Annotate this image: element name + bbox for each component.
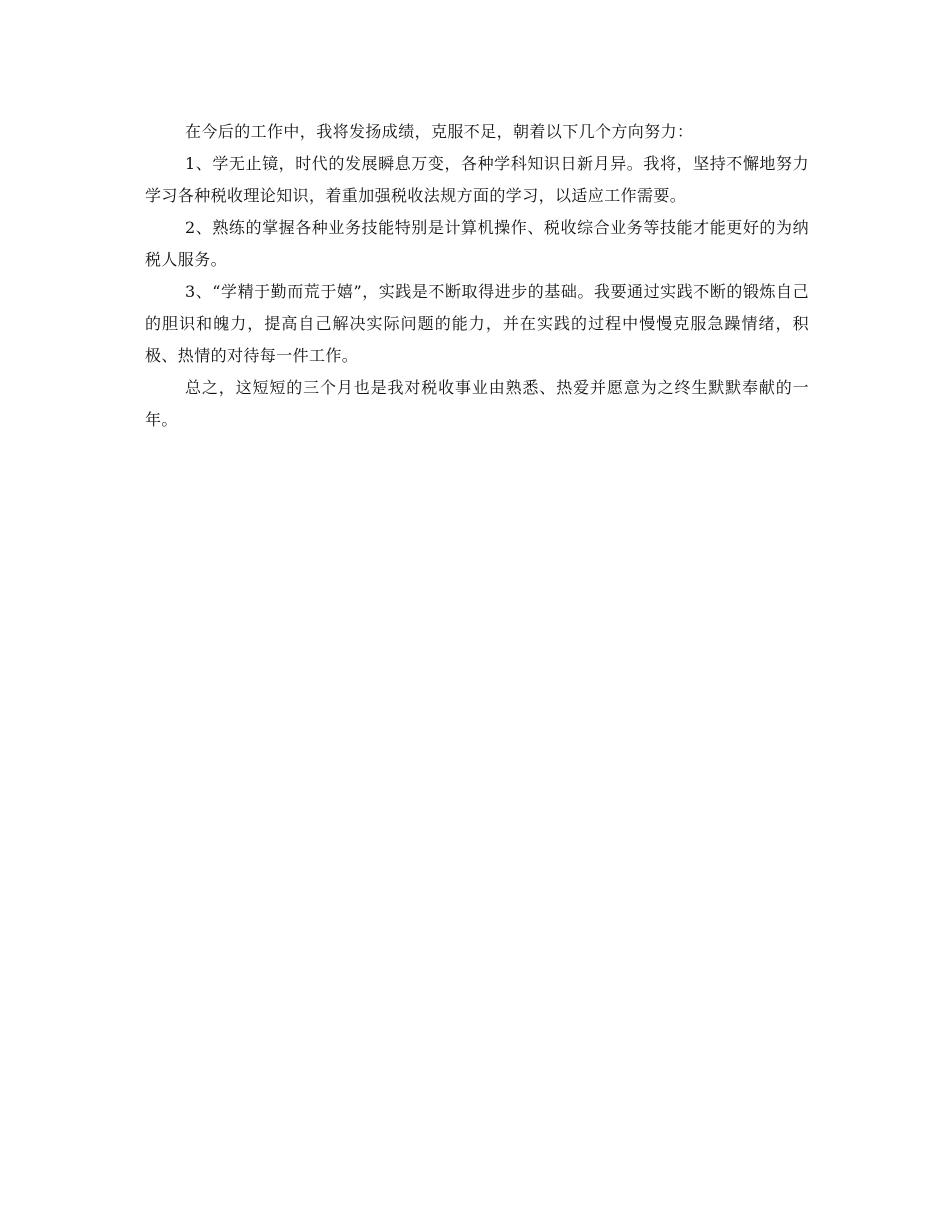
document-body (145, 116, 809, 436)
paragraph-item-1: 1、学无止镜，时代的发展瞬息万变，各种学科知识日新月异。我将，坚持不懈地努力学习各种税收理论知识，着重加强税收法规方面的学习，以适应工作需要。 (145, 154, 809, 205)
paragraph-item-2: 2、熟练的掌握各种业务技能特别是计算机操作、税收综合业务等技能才能更好的为纳税人服务。 (145, 218, 809, 269)
paragraph-conclusion: 总之，这短短的三个月也是我对税收事业由熟悉、热爱并愿意为之终生默默奉献的一年。 (145, 378, 809, 429)
paragraph-intro: 在今后的工作中，我将发扬成绩，克服不足，朝着以下几个方向努力： (185, 122, 694, 141)
paragraph-item-3: 3、“学精于勤而荒于嬉”，实践是不断取得进步的基础。我要通过实践不断的锻炼自己的胆识和魄力，提高自己解决实际问题的能力，并在实践的过程中慢慢克服急躁情绪，积极、热情的对待每一件工作。 (145, 282, 809, 365)
